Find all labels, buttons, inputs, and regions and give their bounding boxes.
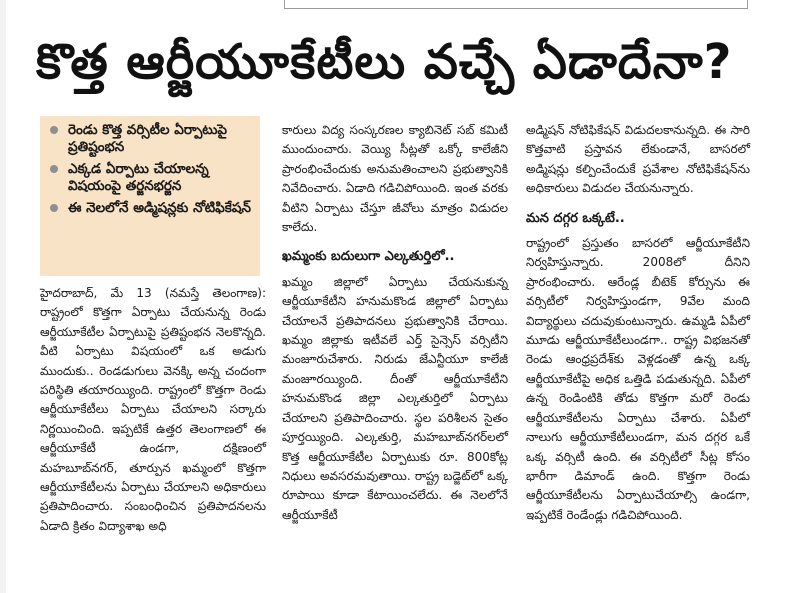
bullet-icon bbox=[50, 204, 58, 212]
paragraph: కారులు విద్య సంస్కరణల క్యాబినెట్ సబ్ కమిటీ ముందుంచారు. వెయ్యి సీట్లతో ఒక్కో కాలేజీని ప్రారంభించేందుకు అనుమతించాలని ప్రభుత్వానికి నివేదించారు. ఏడాది గడిచిపోయింది. ఇంత వరకు వీటిని ఏర్పాటు చేస్తూ జీవోలు మాత్రం విడుదల కాలేదు. bbox=[282, 123, 508, 235]
paragraph: ఖమ్మం జిల్లాలో ఏర్పాటు చేయనుకున్న ఆర్జీయూకేటీని హనుమకొండ జిల్లాలో ఏర్పాటు చేయాలనే ప్రతిపాదనలు ప్రభుత్వానికి చేరాయి. ఖమ్మం జిల్లాకు ఇటీవలే ఎర్త్ సైన్సెస్ వర్సిటీని మంజూరుచేశారు. నిరుడు జేఎన్టీయూ కాలేజీ మంజూరయ్యింది. దీంతో ఆర్జీయూకేటీని హనుమకొండ జిల్లా ఎల్కతుర్తిలో ఏర్పాటు చేయాలని ప్రతిపాదించారు. స్థల పరిశీలన సైతం పూర్తయ్యింది. ఎల్కతుర్తి, మహబూబ్‌నగర్‌లలో కొత్త ఆర్జీయూకేటీల ఏర్పాటుకు రూ. 800కోట్ల నిధులు అవసరమవుతాయి. రాష్ట్ర బడ్జెట్‌లో ఒక్క రూపాయి కూడా కేటాయించలేదు. ఈ నెలలోనే ఆర్జీయూకేటీ bbox=[282, 274, 508, 522]
paragraph: రాష్ట్రంలో ప్రస్తుతం బాసరలో ఆర్జీయూకేటీని నిర్వహిస్తున్నారు. 2008లో దీనిని ప్రారంభించారు. ఆరేండ్ల బీటెక్ కోర్సును ఈ వర్సిటీలో నిర్వహిస్తుండగా, 9వేల మంది విద్యార్థులు చదువుకుంటున్నారు. ఉమ్మడి ఏపీలో మూడు ఆర్జీయూకేటీలుండగా.. రాష్ట్ర విభజనతో రెండు ఆంధ్రప్రదేశ్‌కు వెళ్లడంతో ఉన్న ఒక్క ఆర్జీయూకేటీపై అధిక ఒత్తిడి పడుతున్నది. ఏపీలో ఉన్న రెండింటికి తోడు కొత్తగా మరో రెండు ఆర్జీయూకేటీలను ఏర్పాటు చేశారు. ఏపీలో నాలుగు ఆర్జీయూకేటీలుండగా, మన దగ్గర ఒకే ఒక్క వర్సిటీ ఉంది. ఈ వర్సిటీలో సీట్ల కోసం భారీగా డిమాండ్ ఉంది. కొత్తగా రెండు ఆర్జీయూకేటీలను ఏర్పాటుచేయాల్సి ఉండగా, ఇప్పటికే రెండేండ్లు గడిచిపోయింది. bbox=[526, 236, 750, 522]
bullet-icon bbox=[50, 126, 58, 134]
highlights-box bbox=[40, 116, 260, 276]
paragraph: అడ్మిషన్ నోటిఫికేషన్ విడుదలకానున్నది. ఈ సారి కొత్తవాటి ప్రస్తావన లేకుండానే, బాసరలో అడ్మిషన్లు కల్పించేందుకే ప్రవేశాల నోటిఫికేషన్‌ను అధికారులు విడుదల చేయనున్నారు. bbox=[526, 123, 750, 196]
article-column-2 bbox=[282, 121, 508, 525]
highlight-item: ఎక్కడ ఏర్పాటు చేయాలన్న విషయంపై తర్జనభర్జన bbox=[50, 161, 254, 195]
paragraph: హైదరాబాద్, మే 13 (నమస్తే తెలంగాణ): రాష్ట్రంలో కొత్తగా ఏర్పాటు చేయనున్న రెండు ఆర్జీయూకేటీల ఏర్పాటుపై ప్రతిష్టంభన నెలకొన్నది. వీటి ఏర్పాటు విషయంలో ఒక అడుగు ముందుకు.. రెండడుగులు వెనక్కి అన్న చందంగా పరిస్థితి తయారయ్యింది. రాష్ట్రంలో కొత్తగా రెండు ఆర్జీయూకేటీలు ఏర్పాటు చేయాలని సర్కారు నిర్ణయించింది. ఇప్పటికే ఉత్తర తెలంగాణలో ఈ ఆర్జీయూకేటీ ఉండగా, దక్షిణంలో మహబూబ్‌నగర్, తూర్పున ఖమ్మంలో కొత్తగా ఆర్జీయూకేటీలను ఏర్పాటు చేయాలని అధికారులు ప్రతిపాదించారు. సంబంధించిన ప్రతిపాదనలను ఏడాది క్రితం విద్యాశాఖ అధి bbox=[40, 286, 266, 533]
bullet-icon bbox=[50, 165, 58, 173]
top-border bbox=[0, 0, 800, 12]
subheading: మన దగ్గర ఒక్కటే.. bbox=[526, 210, 625, 226]
top-box-outline bbox=[284, 0, 748, 9]
article-column-3 bbox=[526, 121, 750, 525]
article-column-1 bbox=[40, 284, 266, 536]
headline: కొత్త ఆర్జీయూకేటీలు వచ్చే ఏడాదేనా? bbox=[36, 34, 733, 90]
subheading: ఖమ్మంకు బదులుగా ఎల్కతుర్తిలో.. bbox=[282, 249, 455, 265]
highlight-item: ఈ నెలలోనే అడ్మిషన్లకు నోటిఫికేషన్ bbox=[50, 200, 254, 217]
highlight-item: రెండు కొత్త వర్సిటీల ఏర్పాటుపై ప్రతిష్టంభన bbox=[50, 122, 254, 156]
page-edge bbox=[0, 0, 6, 593]
